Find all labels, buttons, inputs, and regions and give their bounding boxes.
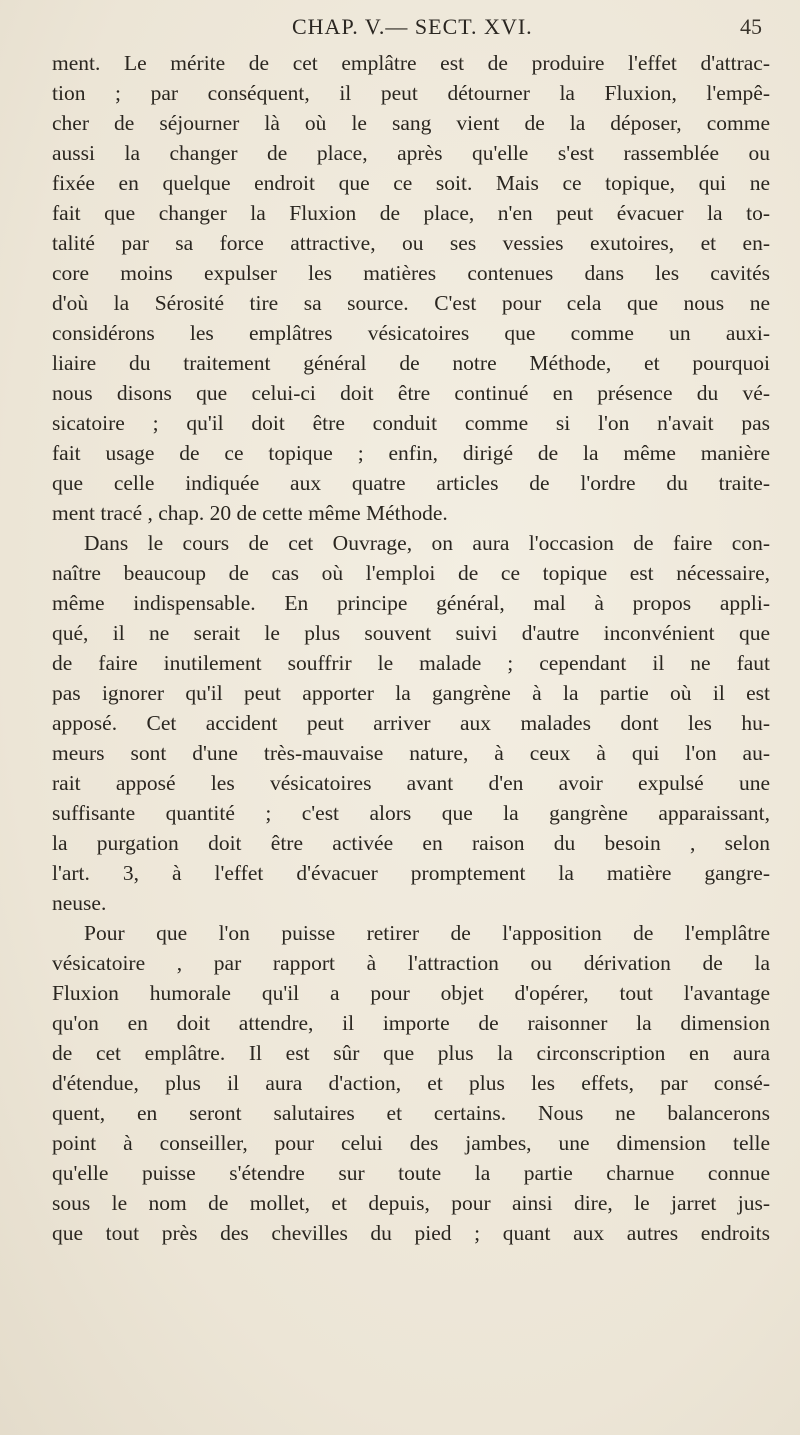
text-line: tion ; par conséquent, il peut détourner la Fluxion, l'empê- xyxy=(52,81,770,105)
text-line: la purgation doit être activée en raison du besoin , selon xyxy=(52,831,770,855)
running-head: CHAP. V.— SECT. XVI. xyxy=(292,14,533,39)
text-line: sicatoire ; qu'il doit être conduit comme si l'on n'avait pas xyxy=(52,411,770,435)
text-line: ment tracé , chap. 20 de cette même Méthode. xyxy=(52,501,448,525)
text-line: apposé. Cet accident peut arriver aux malades dont les hu- xyxy=(52,711,770,735)
text-line: fait usage de ce topique ; enfin, dirigé de la même manière xyxy=(52,441,770,465)
text-line: qu'elle puisse s'étendre sur toute la partie charnue connue xyxy=(52,1161,770,1185)
text-line: d'étendue, plus il aura d'action, et plus les effets, par consé- xyxy=(52,1071,770,1095)
page-number: 45 xyxy=(740,14,762,39)
text-line: fixée en quelque endroit que ce soit. Mais ce topique, qui ne xyxy=(52,171,770,195)
text-line: point à conseiller, pour celui des jambes, une dimension telle xyxy=(52,1131,770,1155)
text-line: de faire inutilement souffrir le malade ; cependant il ne faut xyxy=(52,651,770,675)
text-line: aussi la changer de place, après qu'elle s'est rassemblée ou xyxy=(52,141,770,165)
text-line: que celle indiquée aux quatre articles de l'ordre du traite- xyxy=(52,471,770,495)
text-line: de cet emplâtre. Il est sûr que plus la circonscription en aura xyxy=(52,1041,770,1065)
text-line: Fluxion humorale qu'il a pour objet d'opérer, tout l'avantage xyxy=(52,981,770,1005)
text-line: rait apposé les vésicatoires avant d'en avoir expulsé une xyxy=(52,771,770,795)
text-line: core moins expulser les matières contenues dans les cavités xyxy=(52,261,770,285)
text-line: fait que changer la Fluxion de place, n'en peut évacuer la to- xyxy=(52,201,770,225)
text-line: neuse. xyxy=(52,891,107,915)
text-line: meurs sont d'une très-mauvaise nature, à ceux à qui l'on au- xyxy=(52,741,770,765)
text-line: talité par sa force attractive, ou ses vessies exutoires, et en- xyxy=(52,231,770,255)
text-line: liaire du traitement général de notre Méthode, et pourquoi xyxy=(52,351,770,375)
text-line: quent, en seront salutaires et certains. Nous ne balancerons xyxy=(52,1101,770,1125)
text-line: considérons les emplâtres vésicatoires que comme un auxi- xyxy=(52,321,770,345)
text-line: sous le nom de mollet, et depuis, pour ainsi dire, le jarret jus- xyxy=(52,1191,770,1215)
text-line: ment. Le mérite de cet emplâtre est de produire l'effet d'attrac- xyxy=(52,51,770,75)
text-line: vésicatoire , par rapport à l'attraction ou dérivation de la xyxy=(52,951,770,975)
text-line: que tout près des chevilles du pied ; quant aux autres endroits xyxy=(52,1221,770,1245)
text-line: même indispensable. En principe général, mal à propos appli- xyxy=(52,591,770,615)
text-line: suffisante quantité ; c'est alors que la gangrène apparaissant, xyxy=(52,801,770,825)
text-line: l'art. 3, à l'effet d'évacuer promptement la matière gangre- xyxy=(52,861,770,885)
page-header xyxy=(0,14,800,48)
text-line: cher de séjourner là où le sang vient de la déposer, comme xyxy=(52,111,770,135)
text-line: naître beaucoup de cas où l'emploi de ce topique est nécessaire, xyxy=(52,561,770,585)
text-line: d'où la Sérosité tire sa source. C'est pour cela que nous ne xyxy=(52,291,770,315)
text-line: pas ignorer qu'il peut apporter la gangrène à la partie où il est xyxy=(52,681,770,705)
text-line: qué, il ne serait le plus souvent suivi d'autre inconvénient que xyxy=(52,621,770,645)
text-line: qu'on en doit attendre, il importe de raisonner la dimension xyxy=(52,1011,770,1035)
body-text xyxy=(52,48,770,1248)
text-line: Dans le cours de cet Ouvrage, on aura l'occasion de faire con- xyxy=(84,531,770,555)
text-line: nous disons que celui-ci doit être continué en présence du vé- xyxy=(52,381,770,405)
text-line: Pour que l'on puisse retirer de l'apposition de l'emplâtre xyxy=(84,921,770,945)
